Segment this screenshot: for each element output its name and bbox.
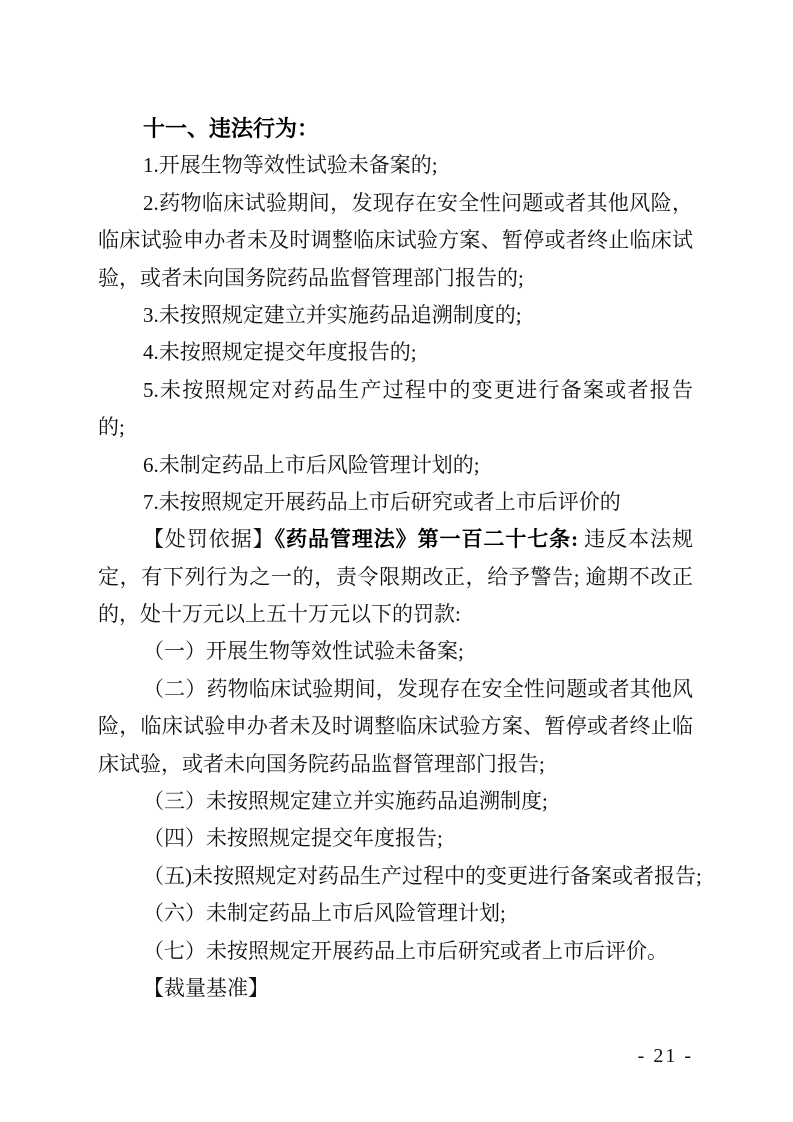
text-segment: 3.未按照规定建立并实施药品追溯制度的; <box>143 302 522 327</box>
violation-item-5-line-1 <box>98 372 693 409</box>
violation-item-2-line-3 <box>98 260 693 297</box>
violation-item-2-line-2 <box>98 222 693 259</box>
text-segment: 床试验，或者未向国务院药品监督管理部门报告; <box>98 751 545 776</box>
text-segment: 【处罚依据】 <box>143 527 275 552</box>
text-segment: （七）未按照规定开展药品上市后研究或者上市后评价。 <box>143 938 668 963</box>
listed-act-1 <box>98 633 693 670</box>
text-segment: 7.未按照规定开展药品上市后研究或者上市后评价的 <box>143 489 621 514</box>
text-segment: 6.未制定药品上市后风险管理计划的; <box>143 452 480 477</box>
text-segment: （六）未制定药品上市后风险管理计划; <box>143 901 506 926</box>
text-segment-bold: 《药品管理法》第一百二十七条: <box>274 527 579 552</box>
violation-item-2-line-1 <box>98 185 693 222</box>
punishment-basis-line-1 <box>98 521 693 558</box>
listed-act-2-line-3 <box>98 746 693 783</box>
listed-act-7 <box>98 933 693 970</box>
violation-item-4 <box>98 334 693 371</box>
page-number: - 21 - <box>637 1045 693 1067</box>
listed-act-5 <box>98 858 702 895</box>
punishment-basis-line-3 <box>98 596 693 633</box>
text-segment: 4.未按照规定提交年度报告的; <box>143 340 417 365</box>
text-segment-heading: 十一、违法行为： <box>143 116 320 141</box>
listed-act-4 <box>98 820 693 857</box>
text-segment: 定，有下列行为之一的，责令限期改正，给予警告; 逾期不改正 <box>98 564 693 589</box>
text-segment: 2.药物临床试验期间，发现存在安全性问题或者其他风险， <box>143 190 693 215</box>
text-segment: 1.开展生物等效性试验未备案的; <box>143 153 438 178</box>
text-segment: 临床试验申办者未及时调整临床试验方案、暂停或者终止临床试 <box>98 228 693 253</box>
text-segment: 5.未按照规定对药品生产过程中的变更进行备案或者报告 <box>143 377 693 402</box>
text-segment: 的，处十万元以上五十万元以下的罚款: <box>98 602 461 627</box>
violation-item-7 <box>98 484 693 521</box>
violation-item-1 <box>98 147 693 184</box>
document-lines <box>98 110 702 1007</box>
punishment-basis-line-2 <box>98 559 693 596</box>
violation-item-5-line-2 <box>98 409 693 446</box>
text-segment: （二）药物临床试验期间，发现存在安全性问题或者其他风 <box>143 676 693 701</box>
text-segment: （一）开展生物等效性试验未备案; <box>143 639 464 664</box>
listed-act-6 <box>98 895 693 932</box>
violation-item-3 <box>98 297 693 334</box>
listed-act-2-line-1 <box>98 671 693 708</box>
text-segment: 【裁量基准】 <box>143 975 269 1000</box>
discretion-benchmark-heading <box>98 970 693 1007</box>
listed-act-3 <box>98 783 693 820</box>
text-segment: 险，临床试验申办者未及时调整临床试验方案、暂停或者终止临 <box>98 714 693 739</box>
text-segment: 验，或者未向国务院药品监督管理部门报告的; <box>98 265 524 290</box>
text-segment: 违反本法规 <box>578 527 694 552</box>
text-segment: （五)未按照规定对药品生产过程中的变更进行备案或者报告; <box>143 863 702 888</box>
listed-act-2-line-2 <box>98 708 693 745</box>
section-heading <box>98 110 693 147</box>
text-segment: 的; <box>98 415 125 440</box>
violation-item-6 <box>98 447 693 484</box>
text-segment: （四）未按照规定提交年度报告; <box>143 826 443 851</box>
text-segment: （三）未按照规定建立并实施药品追溯制度; <box>143 789 548 814</box>
